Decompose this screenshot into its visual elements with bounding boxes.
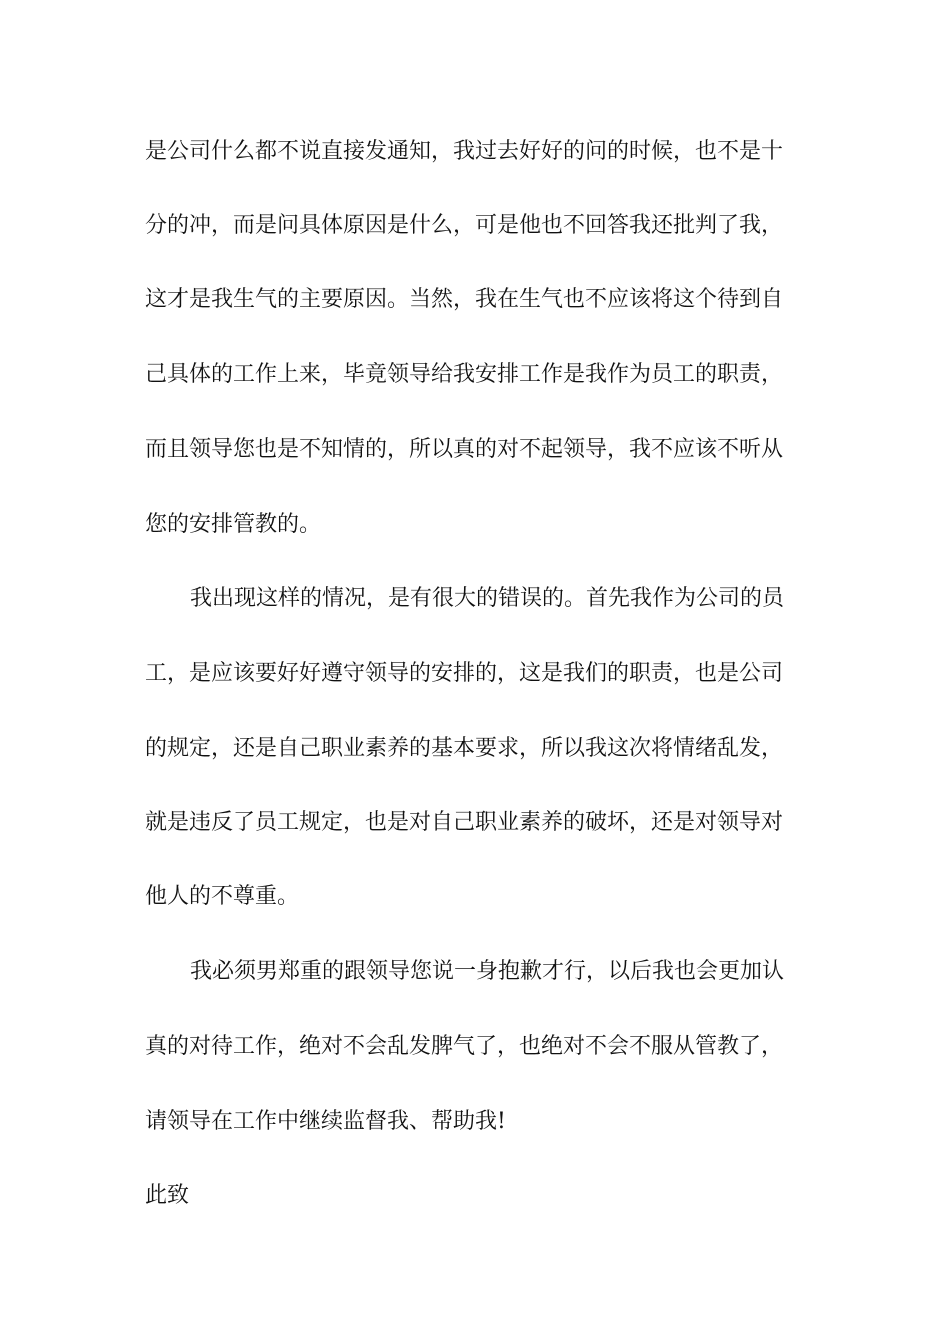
text-line: 请领导在工作中继续监督我、帮助我! — [145, 1109, 506, 1134]
text-line: 的规定，还是自己职业素养的基本要求，所以我这次将情绪乱发， — [145, 736, 784, 761]
text-line: 就是违反了员工规定，也是对自己职业素养的破坏，还是对领导对 — [145, 810, 784, 835]
text-line: 而且领导您也是不知情的，所以真的对不起领导，我不应该不听从 — [145, 437, 784, 462]
text-line: 我必须男郑重的跟领导您说一身抱歉才行，以后我也会更加认 — [190, 959, 785, 984]
closing-salutation: 此致 — [145, 1183, 190, 1208]
text-line: 分的冲，而是问具体原因是什么，可是他也不回答我还批判了我， — [145, 213, 784, 238]
text-line: 我出现这样的情况，是有很大的错误的。首先我作为公司的员 — [190, 586, 785, 611]
text-line: 他人的不尊重。 — [145, 884, 300, 909]
text-line: 真的对待工作，绝对不会乱发脾气了，也绝对不会不服从管教了， — [145, 1034, 784, 1059]
text-line: 工，是应该要好好遵守领导的安排的，这是我们的职责，也是公司 — [145, 661, 784, 686]
text-line: 是公司什么都不说直接发通知，我过去好好的问的时候，也不是十 — [145, 139, 784, 164]
text-line: 这才是我生气的主要原因。当然，我在生气也不应该将这个待到自 — [145, 287, 784, 312]
text-line: 您的安排管教的。 — [145, 512, 322, 537]
text-line: 己具体的工作上来，毕竟领导给我安排工作是我作为员工的职责， — [145, 362, 784, 387]
